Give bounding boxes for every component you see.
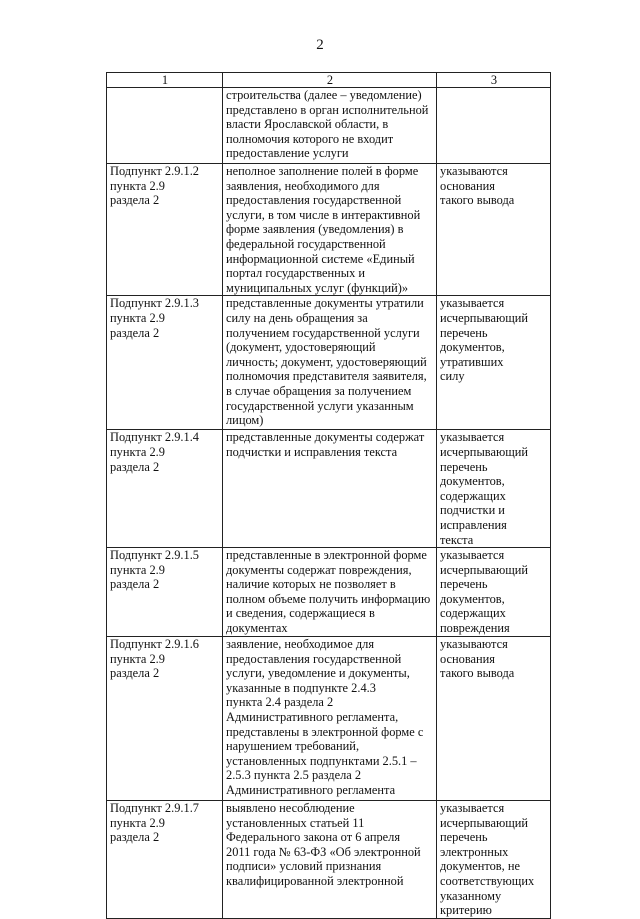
notice-content: указываются основания такого вывода — [437, 637, 551, 801]
rejection-ground: выявлено несоблюдение установленных статьей 11 Федерального закона от 6 апреля 2011 года № 63-ФЗ «Об электронной подписи» условий признания квалифицированной электронной — [223, 801, 437, 919]
column-header-3: 3 — [437, 73, 551, 88]
page-number: 2 — [316, 37, 324, 53]
rejection-ground: представленные документы содержат подчистки и исправления текста — [223, 430, 437, 548]
clause-reference: Подпункт 2.9.1.2 пункта 2.9 раздела 2 — [107, 164, 223, 296]
clause-reference: Подпункт 2.9.1.4 пункта 2.9 раздела 2 — [107, 430, 223, 548]
table-row — [107, 164, 551, 296]
table-row — [107, 637, 551, 801]
table-row — [107, 801, 551, 919]
notice-content — [437, 88, 551, 164]
rejection-ground: представленные документы утратили силу на день обращения за получением государственной услуги (документ, удостоверяющий личность; документ, удостоверяющий полномочия представителя заявителя, в случае обращения за получением государственной услуги указанным лицом) — [223, 296, 437, 430]
table-row — [107, 296, 551, 430]
clause-reference — [107, 88, 223, 164]
notice-content: указывается исчерпывающий перечень документов, содержащих повреждения — [437, 548, 551, 637]
rejection-grounds-table — [106, 72, 551, 919]
table-row — [107, 548, 551, 637]
table-row — [107, 88, 551, 164]
column-header-1: 1 — [107, 73, 223, 88]
rejection-ground: заявление, необходимое для предоставления государственной услуги, уведомление и документы, указанные в подпункте 2.4.3 пункта 2.4 раздела 2 Административного регламента, представлены в электронной форме с нарушением требований, установленных подпунктами 2.5.1 – 2.5.3 пункта 2.5 раздела 2 Административного регламента — [223, 637, 437, 801]
clause-reference: Подпункт 2.9.1.6 пункта 2.9 раздела 2 — [107, 637, 223, 801]
table-row — [107, 430, 551, 548]
notice-content: указывается исчерпывающий перечень электронных документов, не соответствующих указанному критерию — [437, 801, 551, 919]
rejection-ground: неполное заполнение полей в форме заявления, необходимого для предоставления государственной услуги, в том числе в интерактивной форме заявления (уведомления) в федеральной государственной информационной системе «Единый портал государственных и муниципальных услуг (функций)» — [223, 164, 437, 296]
rejection-ground: представленные в электронной форме документы содержат повреждения, наличие которых не позволяет в полном объеме получить информацию и сведения, содержащиеся в документах — [223, 548, 437, 637]
notice-content: указываются основания такого вывода — [437, 164, 551, 296]
clause-reference: Подпункт 2.9.1.7 пункта 2.9 раздела 2 — [107, 801, 223, 919]
column-header-2: 2 — [223, 73, 437, 88]
rejection-ground: строительства (далее – уведомление) представлено в орган исполнительной власти Ярославской области, в полномочия которого не входит предоставление услуги — [223, 88, 437, 164]
clause-reference: Подпункт 2.9.1.5 пункта 2.9 раздела 2 — [107, 548, 223, 637]
notice-content: указывается исчерпывающий перечень документов, утративших силу — [437, 296, 551, 430]
notice-content: указывается исчерпывающий перечень документов, содержащих подчистки и исправления текста — [437, 430, 551, 548]
table-header-row — [107, 73, 551, 88]
clause-reference: Подпункт 2.9.1.3 пункта 2.9 раздела 2 — [107, 296, 223, 430]
